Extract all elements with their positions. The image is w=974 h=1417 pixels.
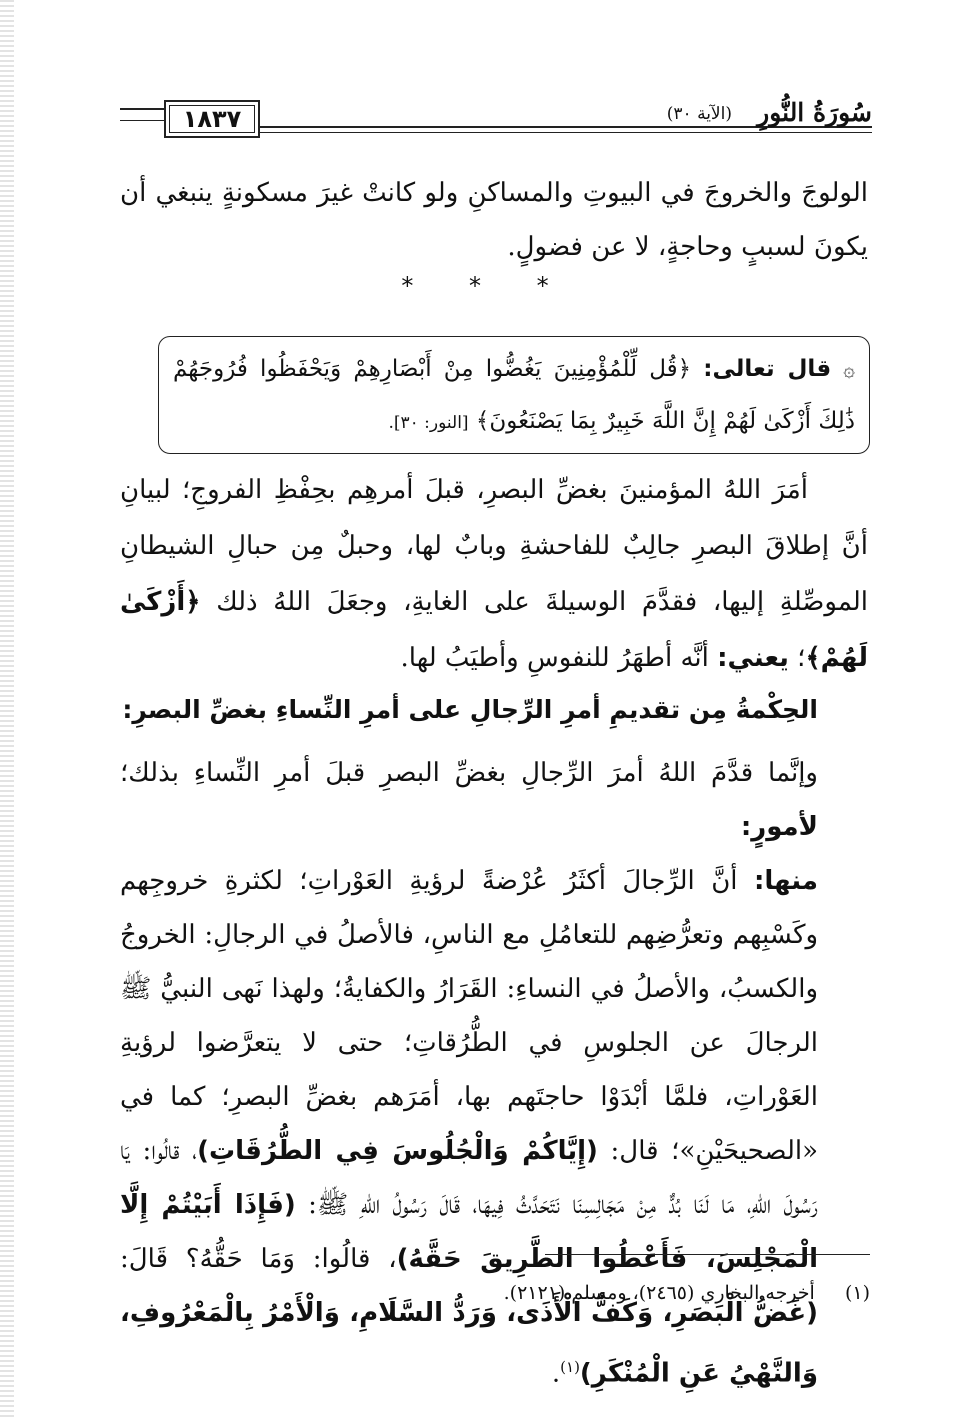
verse-text: ﴿قُل لِّلْمُؤْمِنِينَ يَغُضُّوا مِنْ أَبْصَارِهِمْ وَيَحْفَظُوا فُرُوجَهُمْ ذَٰلِكَ أَزْكَىٰ لَهُمْ إِنَّ اللَّهَ خَبِيرٌ بِمَا يَصْنَعُونَ﴾ [173,356,855,434]
paragraph-2-text-c: أنَّه أطهَرُ للنفوسِ وأطيَبُ لها. [400,643,718,673]
paragraph-4-text-a: أنَّ الرِّجالَ أكثَرُ عُرْضةً لرؤيةِ العَوْراتِ؛ لكثرةِ خروجِهم وكَسْبِهم وتعرُّضِهم للتعامُلِ مع الناسِ، فالأصلُ في الرجالِ: الخروجُ والكسبُ، والأصلُ في النساءِ: القَرَارُ والكفايةُ؛ ولهذا نَهى النبيُّ ﷺ الرجالَ عن الجلوسِ في الطُّرُقاتِ؛ حتى لا يتعرَّضوا لرؤيةِ العَوْراتِ، فلمَّا أبْدَوْا حاجتَهم بها، أمَرَهم بغضِّ البصرِ؛ كما في «الصحيحَيْنِ»؛ قال: [120,866,818,1166]
footnote-number: (١) [844,1282,870,1304]
hadith-quote-3: (غَضُّ الْبَصَرِ، وَكَفُّ الْأَذَى، وَرَدُّ السَّلَامِ، وَالْأَمْرُ بِالْمَعْرُوفِ، وَالنَّهْيُ عَنِ الْمُنْكَرِ) [120,1298,818,1389]
hadith-quote-2: (فَإِذَا أَبَيْتُمْ إِلَّا الْمَجْلِسَ، فَأَعْطُوا الطَّرِيقَ حَقَّهُ) [120,1190,818,1274]
verse-ornament-icon: ۞ [843,357,856,381]
footnote-divider [545,1254,870,1255]
paragraph-2-text-a: أمَرَ اللهُ المؤمنينَ بغضِّ البصرِ، قبلَ أمرهِم بحِفْظِ الفروجِ؛ لبيانِ أنَّ إطلاقَ البصرِ جالِبٌ للفاحشةِ وبابٌ لها، وحبلٌ مِن حبالِ الشيطانِ الموصِّلةِ إليها، فقدَّمَ الوسيلةَ على الغايةِ، وجعَلَ اللهُ ذلك [120,475,868,617]
hadith-quote-1: (إِيَّاكُمْ وَالْجُلُوسَ فِي الطُّرُقَاتِ) [197,1136,598,1166]
ayah-reference: (الآية ٣٠) [666,104,732,124]
page-number: ١٨٣٧ [182,105,242,133]
paragraph-3-text: وإنَّما قدَّمَ اللهُ أمرَ الرِّجالِ بغضِّ البصرِ قبلَ أمرِ النِّساءِ بذلك؛ [120,758,818,788]
page-number-box [164,100,260,138]
footnote-text: أخرجه البخاري (٢٤٦٥)، ومسلم (٢١٢١). [503,1282,815,1304]
section-separator: * * * [401,272,573,300]
paragraph-2-lead: يعني: [717,643,789,673]
paragraph-3-bold: لأمورٍ: [740,812,818,842]
paragraph-2-quote: ﴿أَزْكَىٰ لَهُمْ﴾ [120,587,868,673]
paragraph-4-text-b: ، قالُوا: يَا رَسُولَ اللهِ، مَا لَنَا بُدٌّ مِنْ مَجَالِسِنَا نَتَحَدَّثُ فِيهَا، قَالَ رَسُولُ اللهِ ﷺ: [120,1136,818,1220]
scan-edge [0,0,14,1417]
verse-reference: [النور: ٣٠]. [388,413,469,433]
paragraph-2-text-b: ؛ [797,643,806,673]
header-rule-main-thin [260,132,872,133]
paragraph-3-line [120,746,868,854]
paragraph-2 [120,462,868,686]
paragraph-4 [120,854,868,1401]
verse-lead: قال تعالى: [703,356,832,382]
paragraph-4-text-d: . [551,1358,561,1389]
header-rule-left-thin [120,120,164,121]
intro-paragraph: الولوجَ والخروجَ في البيوتِ والمساكنِ ولو كانتْ غيرَ مسكونةٍ ينبغي أن يكونَ لسببٍ وحاجةٍ، لا عن فضولٍ. [120,178,868,262]
verse-box [158,336,870,454]
surah-title: سُورَةُ النُّورِ [757,98,872,127]
page-header [120,98,872,146]
section-heading: الحِكْمةُ مِن تقديمِ أمرِ الرِّجالِ على أمرِ النِّساءِ بغضِّ البصرِ: [122,695,818,724]
header-rule-left [120,108,164,110]
paragraph-4-lead: منها: [753,866,818,896]
footnote [400,1278,870,1308]
paragraph-4-text-c: ، قالُوا: وَمَا حَقُّهُ؟ قَالَ: [120,1244,397,1274]
footnote-marker[interactable]: (١) [560,1358,580,1376]
